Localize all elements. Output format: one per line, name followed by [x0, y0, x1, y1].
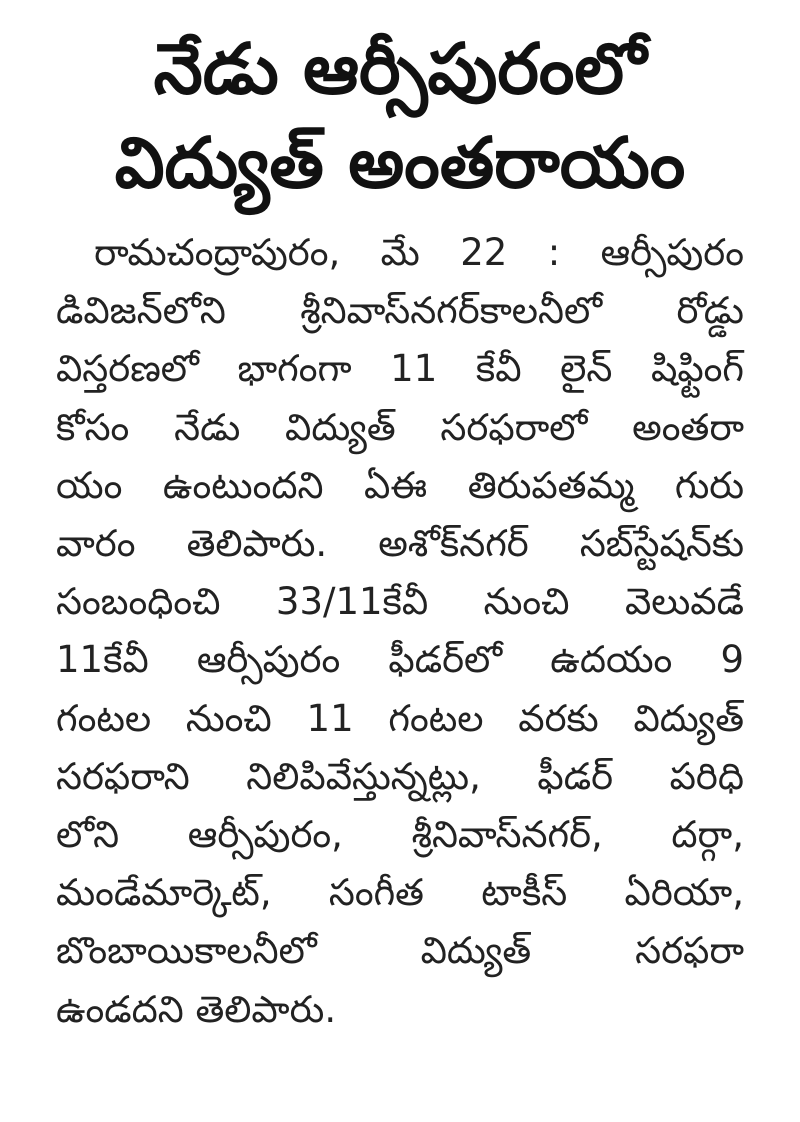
headline-line-2: విద్యుత్ అంతరాయం [114, 122, 686, 204]
body-line-9: గంటల నుంచి 11 గంటల వరకు విద్యుత్ [56, 696, 744, 740]
body-line-1: రామచంద్రాపురం, మే 22 : ఆర్సీపురం [94, 231, 744, 274]
article-body [56, 224, 744, 1039]
headline-line-1: నేడు ఆర్సీపురంలో [153, 28, 647, 110]
body-line-13: బొంబాయికాలనీలో విద్యుత్ సరఫరా [56, 929, 744, 973]
body-line-7: సంబంధించి 33/11కేవీ నుంచి వెలువడే [56, 580, 744, 624]
headline [56, 22, 744, 210]
body-line-11: లోని ఆర్సీపురం, శ్రీనివాస్‌నగర్, దర్గా, [56, 813, 744, 857]
body-line-3: విస్తరణలో భాగంగా 11 కేవీ లైన్ షిఫ్టింగ్ [56, 347, 744, 391]
body-line-4: కోసం నేడు విద్యుత్ సరఫరాలో అంతరా [56, 405, 744, 449]
body-line-2: డివిజన్‌లోని శ్రీనివాస్‌నగర్‌కాలనీలో రోడ్డు [56, 289, 744, 333]
body-line-8: 11కేవీ ఆర్సీపురం ఫీడర్‌లో ఉదయం 9 [56, 638, 744, 682]
body-line-12: మండేమార్కెట్, సంగీత టాకీస్ ఏరియా, [56, 871, 744, 915]
body-line-10: సరఫరాని నిలిపివేస్తున్నట్లు, ఫీడర్ పరిధి [56, 754, 744, 798]
body-line-5: యం ఉంటుందని ఏఈ తిరుపతమ్మ గురు [56, 463, 744, 507]
body-line-6: వారం తెలిపారు. అశోక్‌నగర్ సబ్‌స్టేషన్‌కు [56, 522, 744, 566]
body-line-14: ఉండదని తెలిపారు. [56, 987, 337, 1031]
